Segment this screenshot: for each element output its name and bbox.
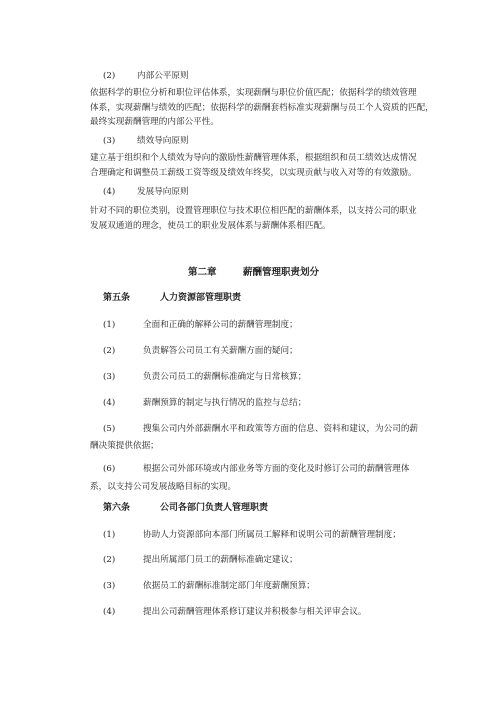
article-5-item-number: (3) xyxy=(103,372,116,382)
article-5-item-text: 负责解答公司员工有关薪酬方面的疑问； xyxy=(143,346,298,356)
article-5-item-text: 根据公司外部环境或内部业务等方面的变化及时修订公司的薪酬管理体 xyxy=(143,464,410,474)
article-6-item-number: (3) xyxy=(103,581,116,591)
article-6-item-text: 提出所属部门员工的薪酬标准确定建议； xyxy=(143,555,298,565)
article-6-item-text: 提出公司薪酬管理体系修订建议并积极参与相关评审会议。 xyxy=(143,607,367,617)
article-6-item-number: (4) xyxy=(103,607,116,617)
principle-2-line: 依据科学的职位分析和职位评估体系，实现薪酬与职位价值匹配；依据科学的绩效管理 xyxy=(90,88,417,98)
article-5-item-number: (2) xyxy=(103,346,116,356)
principle-2-body xyxy=(90,88,434,133)
principle-3-line: 合理确定和调整员工薪级工资等级及绩效年终奖，以实现贡献与收入对等的有效激励。 xyxy=(90,167,417,178)
article-5-item-text: 全面和正确的解释公司的薪酬管理制度； xyxy=(143,320,298,330)
principle-3-title: 绩效导向原则 xyxy=(137,136,189,146)
article-6-title: 公司各部门负责人管理职责 xyxy=(160,503,269,513)
principle-3-body xyxy=(90,154,420,183)
principle-4-number: (4) xyxy=(103,187,116,197)
principle-4-body xyxy=(90,207,420,236)
principle-2-line: 体系，实现薪酬与绩效的匹配；依据科学的薪酬套档标准实现薪酬与员工个人资质的匹配， xyxy=(90,102,434,113)
principle-4-title: 发展导向原则 xyxy=(137,187,189,197)
article-6-item-text: 依据员工的薪酬标准制定部门年度薪酬预算； xyxy=(143,581,315,591)
article-5-item-number: (4) xyxy=(103,398,116,408)
article-5-item-number: (1) xyxy=(103,320,116,330)
article-5-item-text-cont: 系，以支持公司发展战略目标的实现。 xyxy=(90,482,237,492)
principle-3-number: (3) xyxy=(103,136,116,146)
principle-3-line: 建立基于组织和个人绩效为导向的激励性薪酬管理体系，根据组织和员工绩效达成情况 xyxy=(90,153,417,163)
article-5-title: 人力资源部管理职责 xyxy=(160,293,242,303)
article-5-item-text: 薪酬预算的制定与执行情况的监控与总结； xyxy=(143,398,307,408)
article-5-item-text-cont: 酬决策提供依据； xyxy=(90,441,159,451)
principle-4-line: 针对不同的职位类别，设置管理职位与技术职位相匹配的薪酬体系，以支持公司的职业 xyxy=(90,206,417,216)
chapter-title: 薪酬管理职责划分 xyxy=(243,267,320,278)
principle-2-title: 内部公平原则 xyxy=(137,71,189,81)
article-5-item-number: (6) xyxy=(103,464,116,474)
principle-2-line: 最终实现薪酬管理的内部公平性。 xyxy=(90,117,219,128)
article-6-item-number: (1) xyxy=(103,530,116,540)
article-5-item-number: (5) xyxy=(103,424,116,434)
article-5-item-text: 负责公司员工的薪酬标准确定与日常核算； xyxy=(143,372,307,382)
article-6-number: 第六条 xyxy=(103,503,131,513)
article-5-number: 第五条 xyxy=(103,293,131,303)
article-5-item-text: 搜集公司内外部薪酬水平和政策等方面的信息、资料和建议，为公司的薪 xyxy=(143,424,419,434)
principle-4-line: 发展双通道的理念，使员工的职业发展体系与薪酬体系相匹配。 xyxy=(90,220,331,231)
article-6-item-text: 协助人力资源部向本部门所属员工解释和说明公司的薪酬管理制度； xyxy=(143,530,401,540)
principle-2-number: (2) xyxy=(103,71,116,81)
article-6-item-number: (2) xyxy=(103,555,116,565)
chapter-number: 第二章 xyxy=(188,267,217,278)
